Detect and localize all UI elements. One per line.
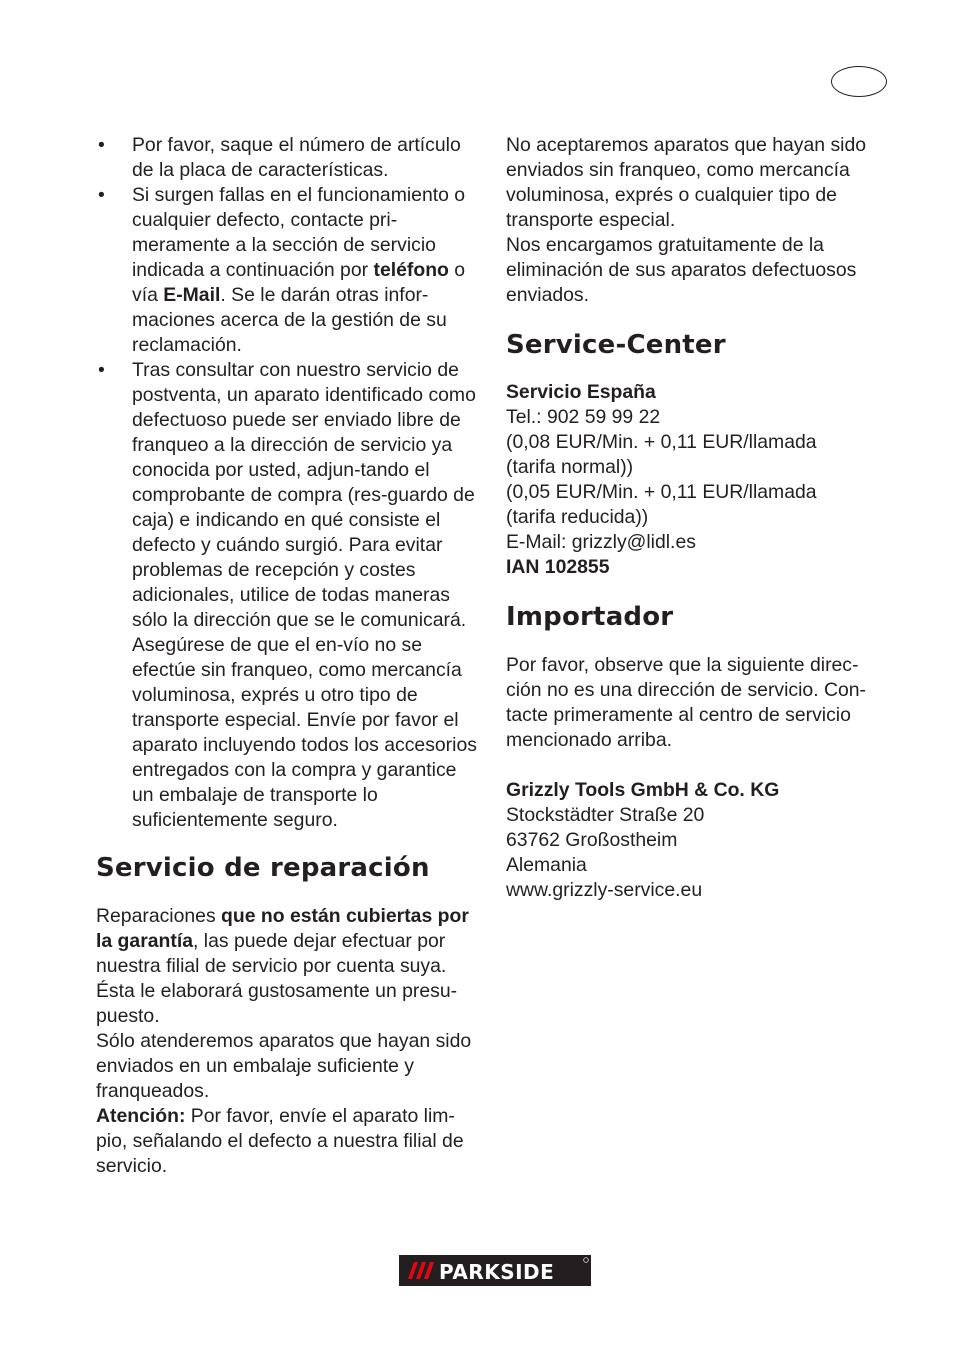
text-span: Si surgen fallas en el funcionamiento o cualquier defecto, contacte pri-meramente a la sección de servicio indicada a continuación por <box>132 184 466 281</box>
rate-normal-label: (tarifa normal)) <box>506 456 634 478</box>
importer-note: Por favor, observe que la siguiente direc-ción no es una dirección de servicio. Con-tacte primeramente al centro de servicio mencionado arriba. <box>506 654 866 751</box>
text-span: Servicio España <box>506 381 656 403</box>
phone-emphasis: teléfono <box>373 259 449 281</box>
attention-paragraph <box>96 1104 478 1179</box>
importer-country: Alemania <box>506 854 587 876</box>
text-span: , las puede dejar efectuar por nuestra filial de servicio por cuenta suya. Ésta le elaborará gustosamente un presu-puesto. <box>96 930 458 1027</box>
email-emphasis: E-Mail <box>163 284 221 306</box>
ian-number <box>506 555 890 580</box>
list-item: • Por favor, saque el número de artículo de la placa de características. <box>96 133 478 183</box>
text-span: Por favor, envíe el aparato lim-pio, señalando el defecto a nuestra filial de servicio. <box>96 1105 464 1177</box>
text-span: IAN 102855 <box>506 556 610 578</box>
text-span: o vía <box>132 259 466 306</box>
list-item: • Tras consultar con nuestro servicio de postventa, un aparato identificado como defectuoso puede ser enviado libre de franqueo a la dirección de servicio ya conocida por usted, adjun-tando el comprobante de compra (res-guardo de caja) e indicando en qué consiste el defecto y cuándo surgió. Para evitar problemas de recepción y costes adicionales, utilice de todas maneras sólo la dirección que se le comunicará. Asegúrese de que el en-vío no se efectúe sin franqueo, como mercancía voluminosa, exprés u otro tipo de transporte especial. Envíe por favor el aparato incluyendo todos los accesorios entregados con la compra y garantice un embalaje de transporte lo suficientemente seguro. <box>96 358 478 833</box>
disposal-paragraph: Nos encargamos gratuitamente de la eliminación de sus aparatos defectuosos enviados. <box>506 234 857 306</box>
language-badge <box>831 66 887 97</box>
text-span: . Se le darán otras infor-maciones acerca de la gestión de su reclamación. <box>132 284 447 356</box>
repair-heading: Servicio de reparación <box>96 853 430 883</box>
text-span: Grizzly Tools GmbH & Co. KG <box>506 779 780 801</box>
importer-heading: Importador <box>506 602 674 632</box>
logo-wordmark: PARKSIDE <box>439 1260 555 1284</box>
service-phone: Tel.: 902 59 99 22 <box>506 406 661 428</box>
importer-city: 63762 Großostheim <box>506 829 678 851</box>
shipping-paragraph: No aceptaremos aparatos que hayan sido enviados sin franqueo, como mercancía voluminosa, exprés o cualquier tipo de transporte especial. <box>506 134 867 231</box>
importer-website: www.grizzly-service.eu <box>506 879 703 901</box>
attention-label: Atención: <box>96 1105 186 1127</box>
right-column <box>506 133 890 903</box>
rate-normal: (0,08 EUR/Min. + 0,11 EUR/llamada <box>506 431 817 453</box>
rate-reduced: (0,05 EUR/Min. + 0,11 EUR/llamada <box>506 481 817 503</box>
warranty-emphasis: que no están cubiertas por la garantía <box>96 905 469 952</box>
service-email: E-Mail: grizzly@lidl.es <box>506 531 696 553</box>
instructions-list <box>96 133 478 833</box>
repair-paragraph: Sólo atenderemos aparatos que hayan sido enviados en un embalaje suficiente y franqueados. <box>96 1030 472 1102</box>
list-item <box>96 183 478 358</box>
service-center-heading: Service-Center <box>506 330 726 360</box>
text-span: Reparaciones <box>96 905 222 927</box>
importer-company <box>506 778 890 803</box>
rate-reduced-label: (tarifa reducida)) <box>506 506 649 528</box>
service-country <box>506 380 890 405</box>
importer-street: Stockstädter Straße 20 <box>506 804 705 826</box>
spacer <box>506 753 890 778</box>
left-column <box>96 133 478 1179</box>
repair-paragraph <box>96 904 478 1029</box>
parkside-logo <box>399 1255 591 1286</box>
